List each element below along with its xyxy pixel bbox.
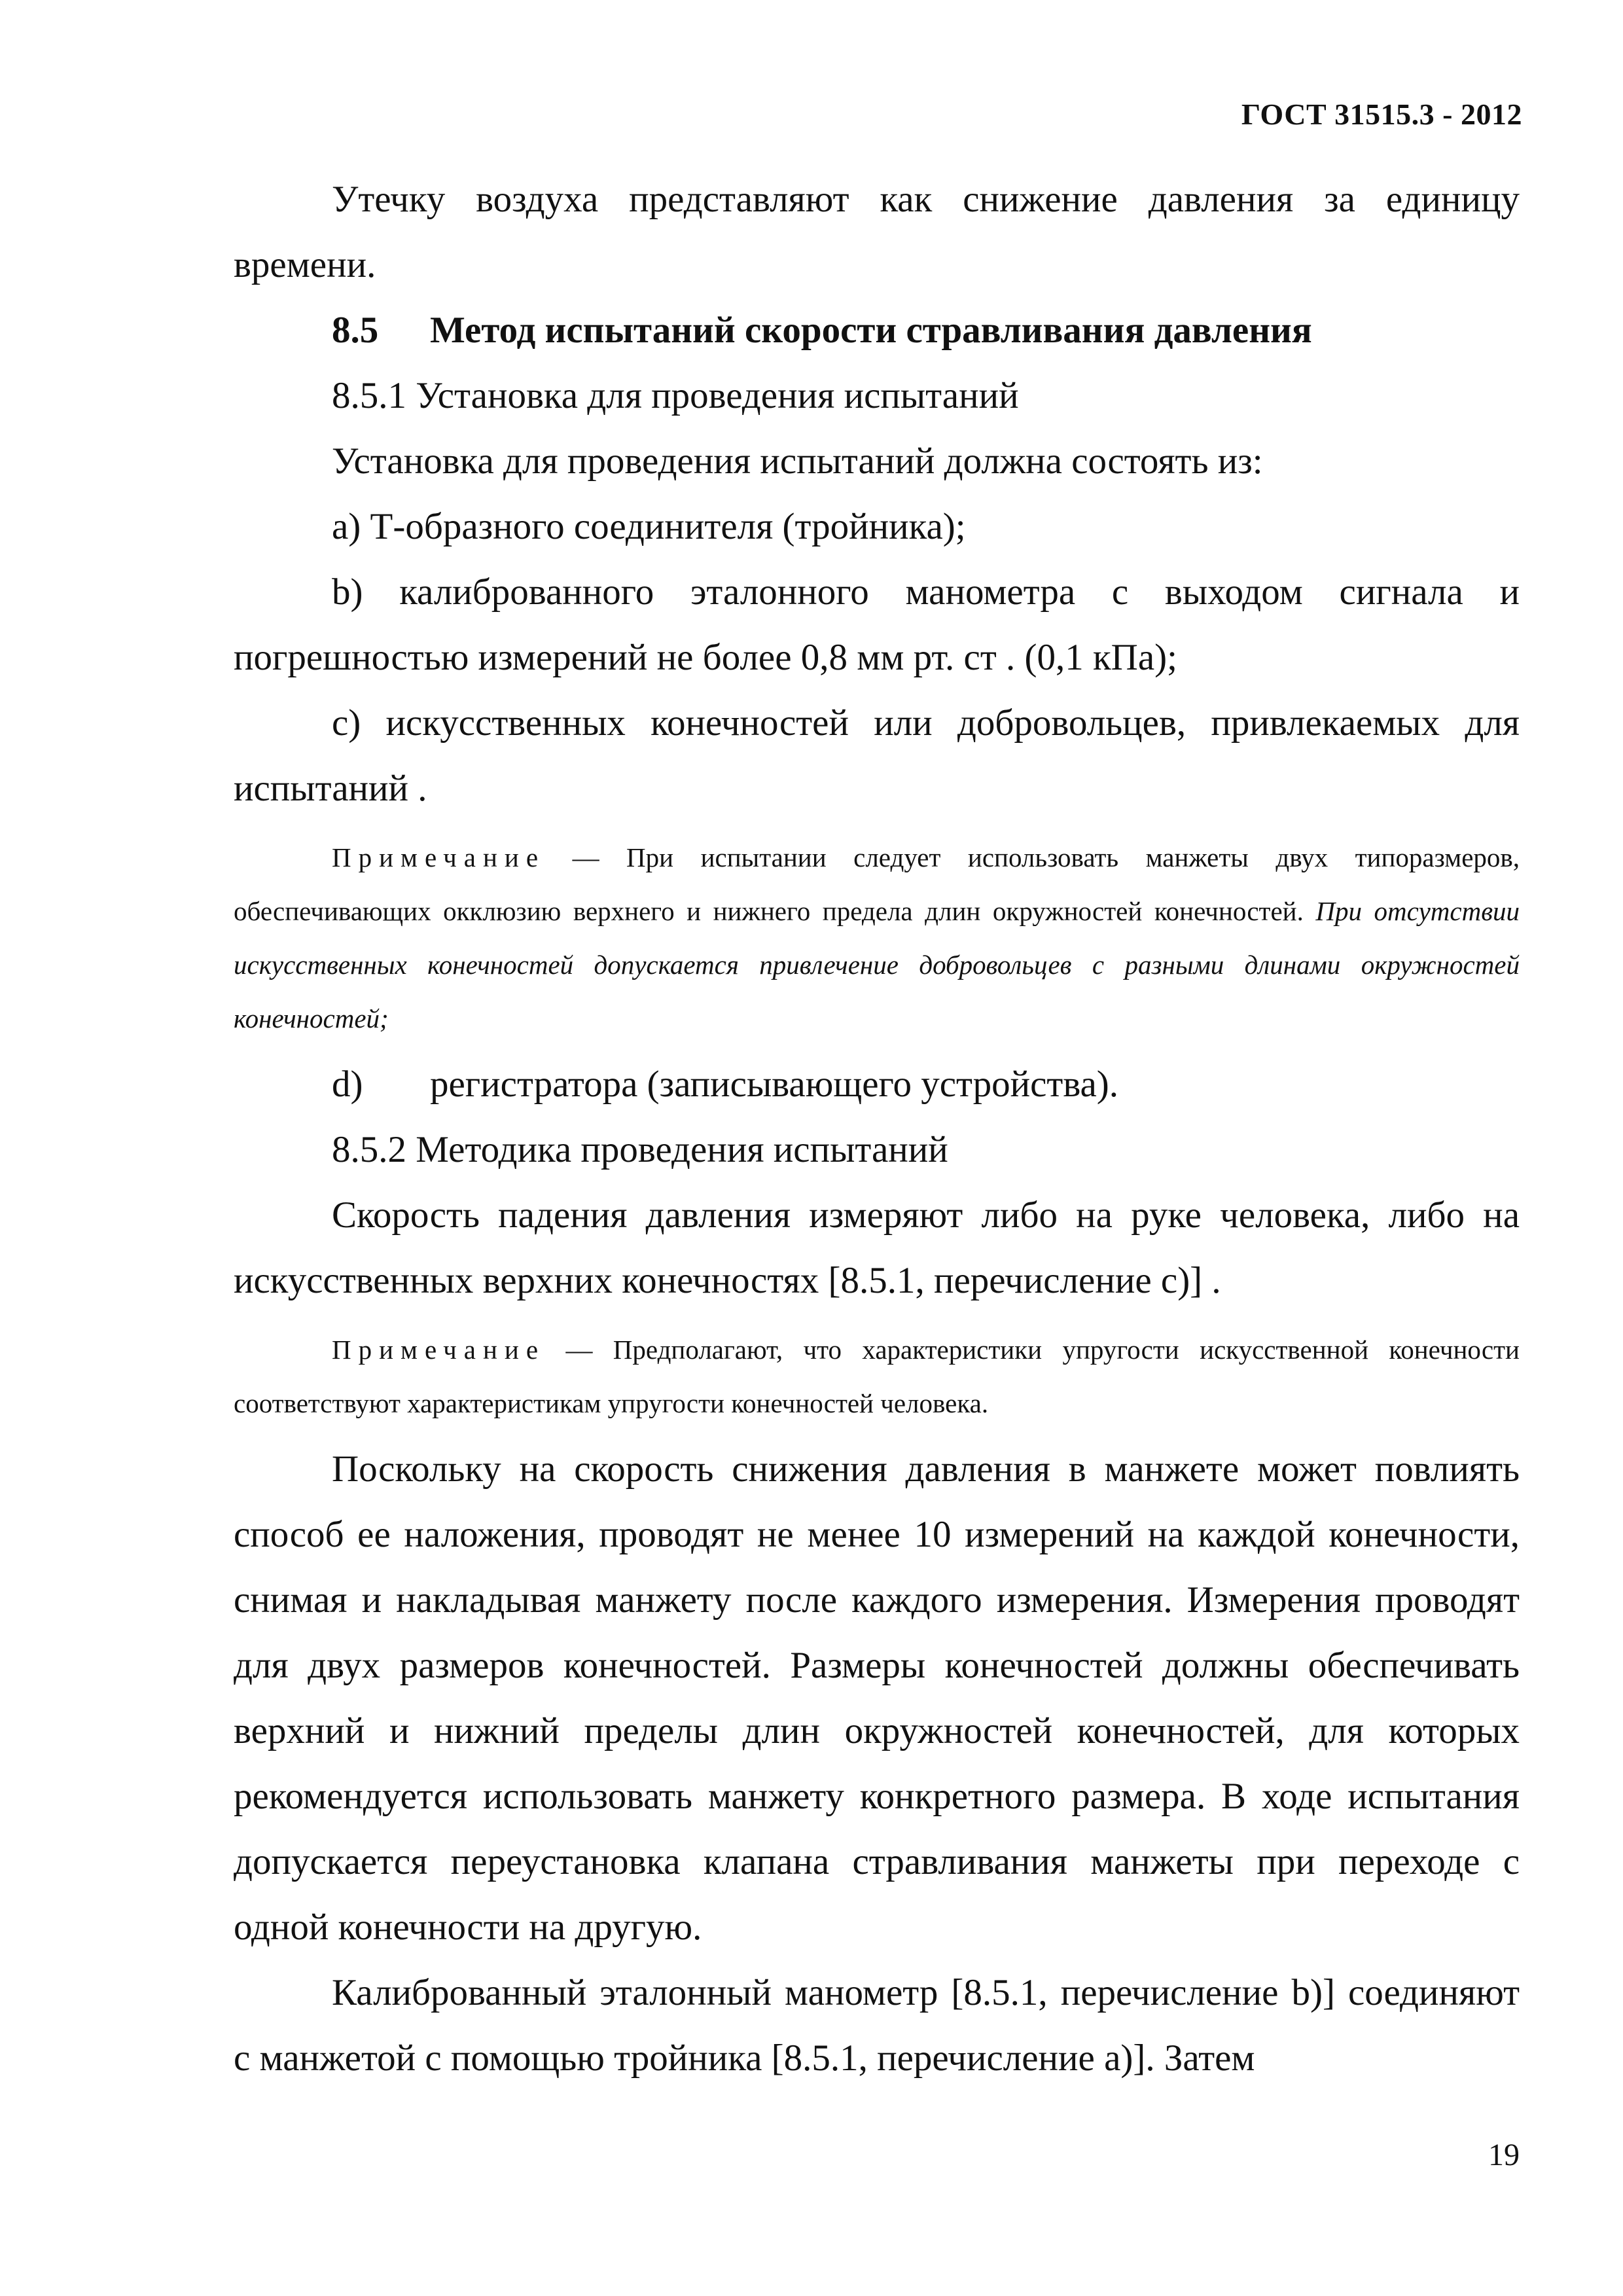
list-item-c: c) искусственных конечностей или добровольцев, привлекаемых для испытаний .	[234, 702, 1520, 809]
paragraph-manometer: Калиброванный эталонный манометр [8.5.1, перечисление b)] соединяют с манжетой с помощью тройника [8.5.1, перечисление a)]. Затем	[234, 1972, 1520, 2079]
section-heading	[234, 298, 1520, 363]
page-number: 19	[1488, 2138, 1520, 2172]
list-item-a: a) Т-образного соединителя (тройника);	[332, 506, 966, 547]
subsection-title-method: 8.5.2 Методика проведения испытаний	[332, 1129, 948, 1170]
note-text: — Предполагают, что характеристики упругости искусственной конечности соответствуют характеристикам упругости конечностей человека.	[234, 1335, 1520, 1418]
list-item-b: b) калиброванного эталонного манометра с выходом сигнала и погрешностью измерений не более 0,8 мм рт. ст . (0,1 кПа);	[234, 571, 1520, 678]
paragraph-air-leak: Утечку воздуха представляют как снижение давления за единицу времени.	[234, 179, 1520, 285]
paragraph-pressure-drop: Скорость падения давления измеряют либо на руке человека, либо на искусственных верхних конечностях [8.5.1, перечисление c)] .	[234, 1194, 1520, 1301]
list-item-d	[234, 1052, 1520, 1117]
note-2	[234, 1323, 1520, 1430]
note-text: — При испытании следует использовать манжеты двух типоразмеров, обеспечивающих окклюзию верхнего и нижнего предела длин окружностей конечностей.	[234, 842, 1520, 926]
paragraph-measurements: Поскольку на скорость снижения давления в манжете может повлиять способ ее наложения, проводят не менее 10 измерений на каждой конечности, снимая и накладывая манжету после каждого измерения. Измерения проводят для двух размеров конечностей. Размеры конечностей должны обеспечивать верхний и нижний пределы длин окружностей конечностей, для которых рекомендуется использовать манжету конкретного размера. В ходе испытания допускается переустановка клапана стравливания манжеты при переходе с одной конечности на другую.	[234, 1448, 1520, 1948]
section-title: Метод испытаний скорости стравливания давления	[430, 310, 1312, 351]
list-item-d-text: регистратора (записывающего устройства).	[430, 1064, 1119, 1105]
paragraph-setup-intro: Установка для проведения испытаний должна состоять из:	[332, 440, 1263, 482]
section-number: 8.5	[332, 310, 379, 351]
list-item-d-label: d)	[332, 1064, 363, 1105]
note-1	[234, 831, 1520, 1045]
document-body	[234, 167, 1520, 2091]
note-italic-text: При отсутствии искусственных конечностей допускается привлечение добровольцев с разными длинами окружностей конечностей;	[234, 896, 1520, 1033]
document-header: ГОСТ 31515.3 - 2012	[1241, 98, 1522, 131]
subsection-title-setup: 8.5.1 Установка для проведения испытаний	[332, 375, 1019, 416]
note-label: Примечание	[332, 842, 546, 872]
note-label: Примечание	[332, 1335, 546, 1365]
